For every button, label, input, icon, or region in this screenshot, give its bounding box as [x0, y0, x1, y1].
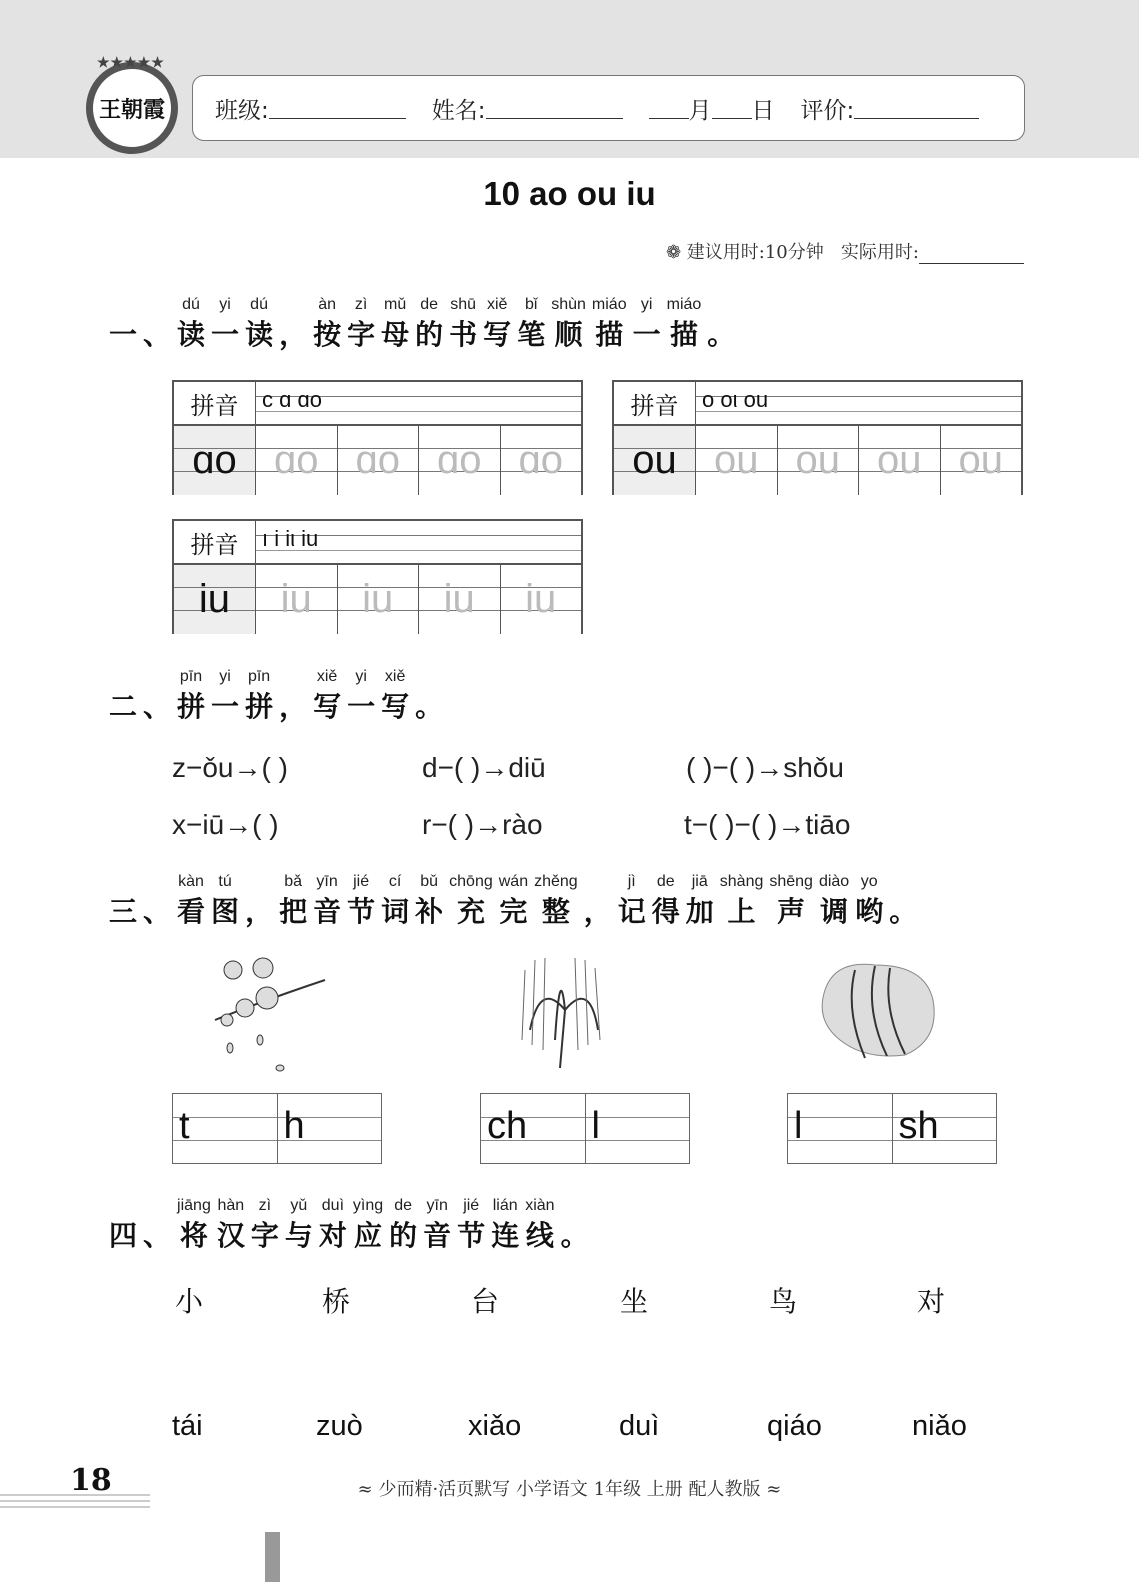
exercise-item[interactable]: x−iū→( ) — [172, 809, 279, 840]
match-pinyin[interactable]: xiǎo — [468, 1410, 522, 1442]
hanzi: 与 — [284, 1219, 313, 1252]
match-pinyin[interactable]: duì — [619, 1410, 660, 1442]
initial: h — [283, 1105, 305, 1147]
pinyin-annotation: shùn — [551, 296, 586, 313]
pinyin-annotation: yìng — [352, 1197, 384, 1214]
stroke-order-row — [696, 382, 1021, 424]
char-with-pinyin — [525, 1197, 554, 1254]
pinyin-label: 拼音 — [174, 382, 256, 424]
exercise-item[interactable]: t−( )−( )→tiāo — [684, 809, 851, 840]
pinyin-annotation: kàn — [177, 873, 206, 890]
hanzi: 充 — [449, 895, 493, 928]
char-with-pinyin — [592, 296, 627, 353]
hanzi: 线 — [525, 1219, 555, 1252]
logo-text: 王朝霞 — [98, 96, 165, 123]
char-with-pinyin — [177, 873, 205, 930]
char-with-pinyin — [415, 296, 443, 353]
char-with-pinyin — [143, 890, 171, 930]
footer-text: ≈ 少而精·活页默写 小学语文 1年级 上册 配人教版 ≈ — [357, 1479, 782, 1500]
model-letter: iu — [174, 565, 256, 634]
pinyin-annotation: jiāng — [177, 1197, 211, 1214]
hanzi: 一 — [109, 318, 138, 351]
pinyin-annotation: jì — [617, 873, 646, 890]
char-with-pinyin — [381, 296, 409, 353]
char-with-pinyin — [415, 685, 443, 725]
stroke-order: c ɑ ɑo — [262, 387, 322, 412]
trace-cell[interactable]: ou — [859, 426, 941, 495]
char-with-pinyin — [109, 1214, 137, 1254]
stars-icon: ★★★★★ — [97, 55, 165, 71]
pinyin-annotation: yīn — [423, 1197, 452, 1214]
hanzi: 词 — [381, 895, 410, 928]
suggested-time: 建议用时:10分钟 — [686, 242, 824, 263]
trace-cell[interactable]: ou — [696, 426, 778, 495]
pinyin-annotation: miáo — [591, 296, 627, 313]
hanzi: 调 — [818, 895, 850, 928]
peach-blossom-image — [205, 950, 335, 1075]
hanzi: 对 — [318, 1219, 347, 1252]
hanzi: 。 — [415, 690, 444, 723]
char-with-pinyin — [279, 873, 307, 930]
trace-cell[interactable]: ɑo — [338, 426, 420, 495]
char-with-pinyin — [667, 296, 702, 353]
pinyin-label: 拼音 — [174, 521, 256, 563]
hanzi: 节 — [457, 1219, 486, 1252]
match-char[interactable]: 坐 — [620, 1285, 649, 1318]
char-with-pinyin — [245, 668, 273, 725]
exercise-item[interactable]: d−( )→diū — [422, 752, 546, 783]
hanzi: 书 — [449, 318, 478, 351]
pinyin-annotation: xiě — [381, 668, 410, 685]
model-letter: ou — [614, 426, 696, 495]
match-char[interactable]: 对 — [917, 1285, 946, 1318]
hanzi: 完 — [498, 895, 529, 928]
hanzi: 看 — [177, 895, 206, 928]
hanzi: 一 — [211, 318, 240, 351]
pinyin-table-iu — [172, 519, 583, 634]
hanzi: 写 — [381, 690, 410, 723]
pinyin-annotation: bǔ — [415, 873, 444, 890]
trace-cell[interactable]: ou — [778, 426, 860, 495]
pinyin-annotation: shàng — [719, 873, 764, 890]
stroke-order: o oι ou — [702, 387, 769, 412]
char-with-pinyin — [423, 1197, 451, 1254]
day-field[interactable] — [712, 97, 752, 119]
char-with-pinyin — [109, 685, 137, 725]
hanzi: ， — [279, 318, 308, 351]
hanzi: 上 — [719, 895, 764, 928]
section-1-heading — [106, 296, 738, 353]
char-with-pinyin — [353, 1197, 383, 1254]
time-info — [666, 238, 1024, 264]
hanzi: 、 — [143, 895, 172, 928]
hanzi: 记 — [617, 895, 646, 928]
hanzi: 把 — [279, 895, 308, 928]
hanzi: ， — [583, 895, 612, 928]
lesson-title: 10 ao ou iu — [483, 175, 656, 212]
hanzi: 得 — [651, 895, 680, 928]
pinyin-annotation: pīn — [177, 668, 206, 685]
match-char[interactable]: 小 — [175, 1285, 204, 1318]
pinyin-annotation: de — [651, 873, 680, 890]
eval-field[interactable] — [854, 97, 979, 119]
char-with-pinyin — [491, 1197, 519, 1254]
char-with-pinyin — [313, 296, 341, 353]
char-with-pinyin — [347, 668, 375, 725]
char-with-pinyin — [143, 685, 171, 725]
pinyin-annotation: yo — [855, 873, 884, 890]
trace-cell[interactable]: iu — [419, 565, 501, 634]
answer-box-river[interactable] — [787, 1093, 997, 1164]
hanzi: 字 — [347, 318, 376, 351]
hanzi: 顺 — [551, 318, 586, 351]
hanzi: 。 — [889, 895, 918, 928]
hanzi: 。 — [707, 318, 736, 351]
hanzi: 字 — [250, 1219, 279, 1252]
binding-mark — [265, 1532, 280, 1582]
char-with-pinyin — [211, 873, 239, 930]
pinyin-annotation: yīn — [313, 873, 342, 890]
char-with-pinyin — [855, 873, 883, 930]
actual-time-label: 实际用时: — [840, 242, 919, 263]
stroke-order: ı i iι iu — [262, 526, 319, 551]
char-with-pinyin — [584, 890, 612, 930]
exercise-item[interactable]: z−ǒu→( ) — [172, 752, 288, 783]
pinyin-annotation: de — [415, 296, 444, 313]
pinyin-annotation: àn — [313, 296, 342, 313]
hanzi: 、 — [143, 1219, 172, 1252]
char-with-pinyin — [618, 873, 646, 930]
match-pinyin[interactable]: zuò — [316, 1410, 363, 1442]
hanzi: ， — [279, 690, 308, 723]
char-with-pinyin — [143, 1214, 171, 1254]
pinyin-annotation: shū — [449, 296, 478, 313]
hanzi: 四 — [109, 1219, 138, 1252]
pinyin-annotation: jié — [457, 1197, 486, 1214]
pinyin-label: 拼音 — [614, 382, 696, 424]
char-with-pinyin — [285, 1197, 313, 1254]
char-with-pinyin — [177, 668, 205, 725]
trace-cell[interactable]: iu — [338, 565, 420, 634]
hanzi: 哟 — [855, 895, 884, 928]
answer-box-willow[interactable] — [480, 1093, 690, 1164]
char-with-pinyin — [381, 873, 409, 930]
publisher-logo — [86, 55, 178, 154]
pinyin-annotation: jié — [347, 873, 376, 890]
char-with-pinyin — [319, 1197, 347, 1254]
pinyin-annotation: diào — [818, 873, 850, 890]
char-with-pinyin — [561, 1214, 589, 1254]
char-with-pinyin — [483, 296, 511, 353]
pinyin-annotation: miáo — [666, 296, 702, 313]
clock-icon: ❁ — [665, 242, 682, 263]
hanzi: 一 — [347, 690, 376, 723]
trace-cell[interactable]: ɑo — [419, 426, 501, 495]
char-with-pinyin — [499, 873, 528, 930]
exercise-item[interactable]: ( )−( )→shǒu — [686, 752, 844, 783]
char-with-pinyin — [109, 313, 137, 353]
hanzi: 描 — [666, 318, 702, 351]
hanzi: 写 — [313, 690, 342, 723]
pinyin-annotation: jiā — [685, 873, 714, 890]
char-with-pinyin — [769, 873, 813, 930]
char-with-pinyin — [449, 873, 493, 930]
hanzi: 汉 — [216, 1219, 245, 1252]
exercise-item[interactable]: r−( )→rào — [422, 809, 543, 840]
char-with-pinyin — [707, 313, 735, 353]
class-label: 班级: — [215, 97, 269, 124]
day-label: 日 — [751, 97, 775, 124]
pinyin-annotation: yǔ — [284, 1197, 313, 1214]
hanzi: 读 — [177, 318, 206, 351]
char-with-pinyin — [415, 873, 443, 930]
hanzi: 补 — [415, 895, 444, 928]
name-field[interactable] — [486, 97, 623, 119]
hanzi: 音 — [313, 895, 342, 928]
char-with-pinyin — [245, 296, 273, 353]
char-with-pinyin — [279, 685, 307, 725]
match-char[interactable]: 鸟 — [769, 1285, 798, 1318]
month-label: 月 — [688, 97, 712, 124]
hanzi: 的 — [415, 318, 444, 351]
hanzi: 一 — [211, 690, 240, 723]
pinyin-annotation: pīn — [245, 668, 274, 685]
pinyin-annotation: dú — [245, 296, 274, 313]
actual-time-field[interactable] — [919, 242, 1024, 264]
char-with-pinyin — [211, 668, 239, 725]
section-2-heading — [106, 668, 446, 725]
stroke-order-row — [256, 382, 581, 424]
hanzi: 图 — [211, 895, 240, 928]
trace-cell[interactable]: iu — [525, 577, 557, 621]
hanzi: 写 — [483, 318, 512, 351]
trace-cell[interactable]: ɑo — [256, 426, 338, 495]
pinyin-annotation: mǔ — [381, 296, 410, 313]
pinyin-annotation: lián — [491, 1197, 520, 1214]
char-with-pinyin — [217, 1197, 245, 1254]
char-with-pinyin — [347, 296, 375, 353]
hanzi: 二 — [109, 690, 138, 723]
trace-cell[interactable]: ɑo — [518, 438, 563, 482]
char-with-pinyin — [551, 296, 586, 353]
pinyin-annotation: xiě — [483, 296, 512, 313]
answer-box-peach[interactable] — [172, 1093, 382, 1164]
eval-label: 评价: — [800, 97, 855, 124]
hanzi: 笔 — [517, 318, 546, 351]
pinyin-annotation: yi — [347, 668, 376, 685]
hanzi: 、 — [143, 690, 172, 723]
hanzi: 。 — [560, 1219, 589, 1252]
char-with-pinyin — [211, 296, 239, 353]
pinyin-table-ou — [612, 380, 1023, 495]
pinyin-annotation: chōng — [449, 873, 493, 890]
pinyin-annotation: wán — [498, 873, 529, 890]
pinyin-annotation: yi — [211, 296, 240, 313]
char-with-pinyin — [313, 873, 341, 930]
hanzi: 一 — [632, 318, 661, 351]
pinyin-annotation: duì — [318, 1197, 347, 1214]
page-number: 18 — [70, 1463, 112, 1498]
match-pinyin[interactable]: tái — [172, 1410, 203, 1442]
initial: t — [173, 1094, 278, 1163]
pinyin-annotation: xiàn — [525, 1197, 555, 1214]
char-with-pinyin — [652, 873, 680, 930]
hanzi: 描 — [591, 318, 627, 351]
pinyin-annotation: xiě — [313, 668, 342, 685]
char-with-pinyin — [457, 1197, 485, 1254]
char-with-pinyin — [819, 873, 849, 930]
char-with-pinyin — [313, 668, 341, 725]
hanzi: 音 — [423, 1219, 452, 1252]
hanzi: 拼 — [177, 690, 206, 723]
initial: sh — [898, 1105, 939, 1147]
char-with-pinyin — [143, 313, 171, 353]
section-3-heading — [106, 873, 920, 930]
month-field[interactable] — [649, 97, 689, 119]
trace-cell[interactable]: ou — [958, 438, 1003, 482]
pinyin-annotation: yi — [211, 668, 240, 685]
hanzi: 、 — [143, 318, 172, 351]
river-image — [815, 960, 940, 1060]
trace-cell[interactable]: iu — [256, 565, 338, 634]
char-with-pinyin — [517, 296, 545, 353]
name-label: 姓名: — [431, 97, 486, 124]
model-letter: ɑo — [174, 426, 256, 495]
pinyin-annotation: zhěng — [534, 873, 578, 890]
hanzi: 声 — [769, 895, 813, 928]
match-char[interactable]: 桥 — [322, 1285, 351, 1318]
pinyin-annotation: de — [389, 1197, 418, 1214]
hanzi: 按 — [313, 318, 342, 351]
hanzi: 母 — [381, 318, 410, 351]
char-with-pinyin — [389, 1197, 417, 1254]
student-info-box — [192, 75, 1025, 141]
hanzi: 三 — [109, 895, 138, 928]
hanzi: 节 — [347, 895, 376, 928]
pinyin-annotation: tú — [211, 873, 240, 890]
char-with-pinyin — [633, 296, 661, 353]
hanzi: 整 — [534, 895, 578, 928]
pinyin-table-ao — [172, 380, 583, 495]
pinyin-annotation: bǐ — [517, 296, 546, 313]
willow-tree-image — [510, 950, 610, 1070]
hanzi: 加 — [685, 895, 714, 928]
match-pinyin[interactable]: qiáo — [767, 1410, 822, 1442]
pinyin-annotation: zì — [347, 296, 376, 313]
char-with-pinyin — [177, 1197, 211, 1254]
hanzi: 应 — [352, 1219, 384, 1252]
match-char[interactable]: 台 — [471, 1285, 500, 1318]
char-with-pinyin — [347, 873, 375, 930]
char-with-pinyin — [251, 1197, 279, 1254]
char-with-pinyin — [245, 890, 273, 930]
pinyin-annotation: dú — [177, 296, 206, 313]
pinyin-annotation: cí — [381, 873, 410, 890]
pinyin-annotation: yi — [632, 296, 661, 313]
initial: ch — [481, 1094, 586, 1163]
initial: l — [591, 1105, 600, 1147]
pinyin-annotation: zì — [250, 1197, 279, 1214]
char-with-pinyin — [109, 890, 137, 930]
char-with-pinyin — [686, 873, 714, 930]
pinyin-annotation: shēng — [769, 873, 813, 890]
char-with-pinyin — [279, 313, 307, 353]
match-pinyin[interactable]: niǎo — [912, 1410, 967, 1442]
stroke-order-row — [256, 521, 581, 563]
char-with-pinyin — [534, 873, 578, 930]
char-with-pinyin — [177, 296, 205, 353]
char-with-pinyin — [889, 890, 917, 930]
hanzi: 的 — [389, 1219, 418, 1252]
hanzi: 读 — [245, 318, 274, 351]
hanzi: ， — [245, 895, 274, 928]
pinyin-annotation: bǎ — [279, 873, 308, 890]
hanzi: 连 — [491, 1219, 520, 1252]
pinyin-annotation: hàn — [216, 1197, 245, 1214]
hanzi: 拼 — [245, 690, 274, 723]
char-with-pinyin — [720, 873, 764, 930]
hanzi: 将 — [177, 1219, 211, 1252]
section-4-heading — [106, 1197, 592, 1254]
initial: l — [788, 1094, 893, 1163]
char-with-pinyin — [449, 296, 477, 353]
class-field[interactable] — [269, 97, 406, 119]
char-with-pinyin — [381, 668, 409, 725]
